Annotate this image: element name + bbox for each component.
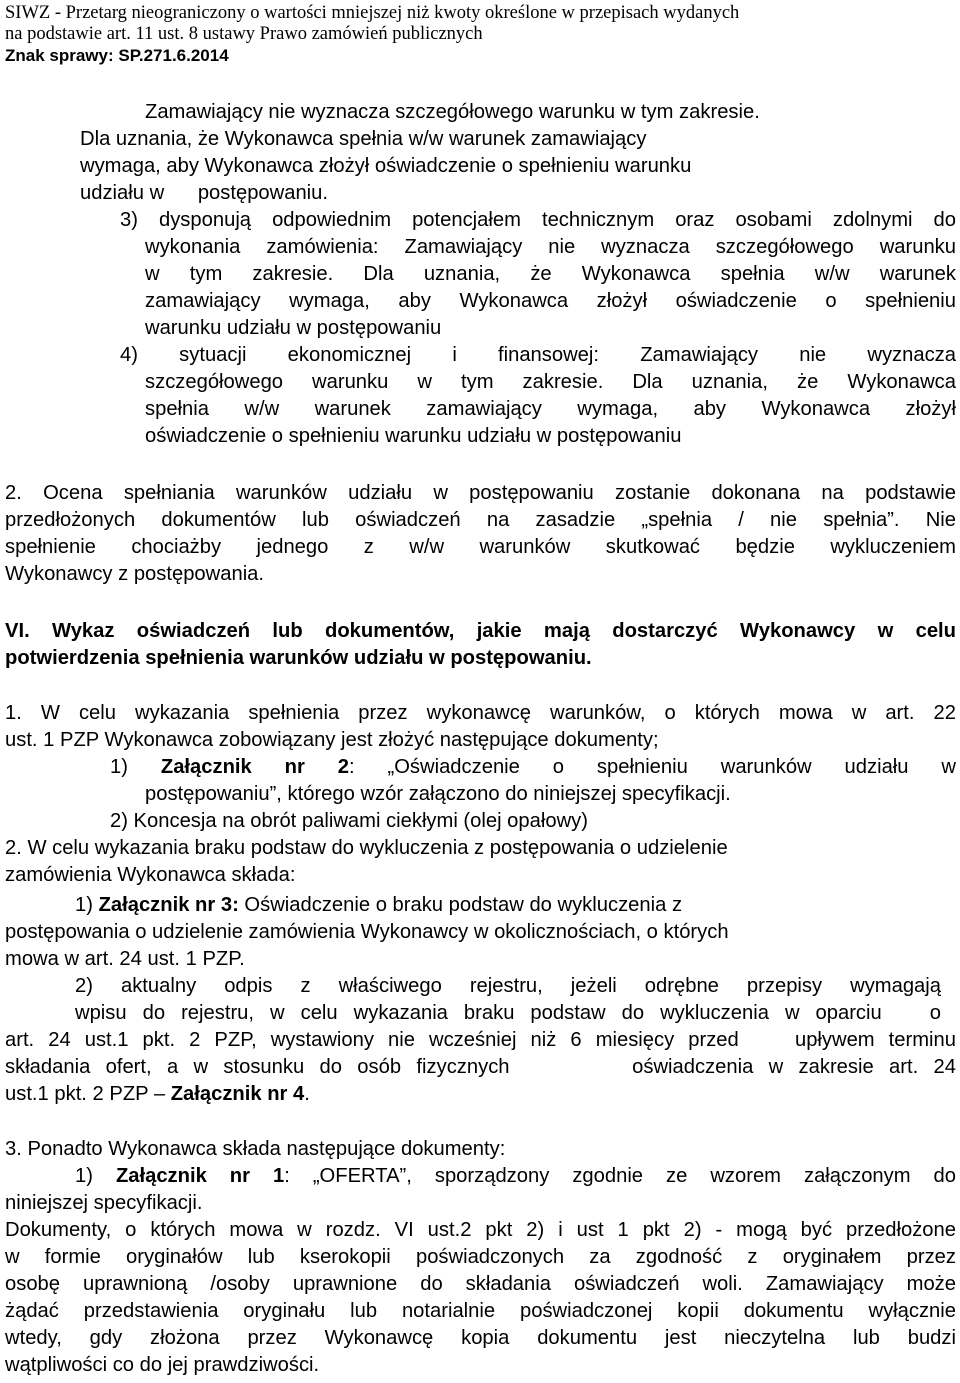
list-marker: 1) [75, 894, 99, 916]
case-reference: Znak sprawy: SP.271.6.2014 [5, 46, 229, 65]
text-line: ust. 1 PZP Wykonawca zobowiązany jest złożyć następujące dokumenty; [5, 729, 659, 751]
text-line: 2. W celu wykazania braku podstaw do wykluczenia z postępowania o udzielenie [5, 837, 728, 859]
text-line: wykonania zamówienia: Zamawiający nie wyznacza szczegółowego warunku [145, 236, 956, 258]
text-line: żądać przedstawienia oryginału lub notarialnie poświadczonej kopii dokumentu wyłącznie [5, 1300, 956, 1322]
list-item [75, 892, 682, 918]
text-line: Zamawiający nie wyznacza szczegółowego warunku w tym zakresie. [145, 101, 760, 123]
text-line: 3. Ponadto Wykonawca składa następujące dokumenty: [5, 1138, 506, 1160]
attachment-ref: Załącznik nr 4 [170, 1083, 305, 1105]
section-heading: potwierdzenia spełnienia warunków udziału w postępowaniu. [5, 647, 592, 669]
text-line: Dla uznania, że Wykonawca spełnia w/w warunek zamawiający [80, 128, 647, 150]
text-line: Wykonawcy z postępowania. [5, 563, 265, 585]
text-line: osobę uprawnioną /osoby uprawnione do składania oświadczeń woli. Zamawiający może [5, 1273, 956, 1295]
list-item [75, 1163, 956, 1189]
text-line: 1. W celu wykazania spełnienia przez wykonawcę warunków, o których mowa w art. 22 [5, 702, 956, 724]
text-fragment: . [304, 1083, 310, 1105]
text-line: art. 24 ust.1 pkt. 2 PZP, wystawiony nie wcześniej niż 6 miesięcy przed upływem terminu [5, 1029, 956, 1051]
text-line: 3) dysponują odpowiednim potencjałem technicznym oraz osobami zdolnymi do [120, 209, 956, 231]
list-item: 2) aktualny odpis z właściwego rejestru, jeżeli odrębne przepisy wymagają [75, 975, 941, 997]
text-line [5, 1081, 310, 1107]
text-fragment: ust.1 pkt. 2 PZP – [5, 1083, 171, 1105]
text-fragment: : „OFERTA”, sporządzony zgodnie ze wzorem załączonym do [284, 1165, 957, 1187]
text-line: przedłożonych dokumentów lub oświadczeń na zasadzie „spełnia / nie spełnia”. Nie [5, 509, 956, 531]
text-line: 2. Ocena spełniania warunków udziału w postępowaniu zostanie dokonana na podstawie [5, 482, 956, 504]
text-line: zamawiający wymaga, aby Wykonawca złożył oświadczenie o spełnieniu [145, 290, 956, 312]
text-fragment: Oświadczenie o braku podstaw do wykluczenia z [238, 894, 683, 916]
text-line: szczegółowego warunku w tym zakresie. Dla uznania, że Wykonawca [145, 371, 956, 393]
list-marker: 1) [110, 756, 161, 778]
text-line: postępowaniu”, którego wzór załączono do niniejszej specyfikacji. [145, 783, 731, 805]
text-line: oświadczenie o spełnieniu warunku udziału w postępowaniu [145, 425, 682, 447]
header-title-line-1: SIWZ - Przetarg nieograniczony o wartości mniejszej niż kwoty określone w przepisach wydanych [5, 3, 740, 23]
text-line: spełnia w/w warunek zamawiający wymaga, aby Wykonawca złożył [145, 398, 956, 420]
text-line: Dokumenty, o których mowa w rozdz. VI ust.2 pkt 2) i ust 1 pkt 2) - mogą być przedłożone [5, 1219, 956, 1241]
text-line: zamówienia Wykonawca składa: [5, 864, 296, 886]
text-line: w formie oryginałów lub kserokopii poświadczonych za zgodność z oryginałem przez [5, 1246, 956, 1268]
text-line: wymaga, aby Wykonawca złożył oświadczenie o spełnieniu warunku [80, 155, 692, 177]
text-line: w tym zakresie. Dla uznania, że Wykonawca spełnia w/w warunek [145, 263, 956, 285]
text-line: 4) sytuacji ekonomicznej i finansowej: Zamawiający nie wyznacza [120, 344, 956, 366]
attachment-ref: Załącznik nr 2 [160, 756, 349, 778]
text-line: postępowania o udzielenie zamówienia Wykonawcy w okolicznościach, o których [5, 921, 729, 943]
text-fragment: : „Oświadczenie o spełnieniu warunków udziału w [348, 756, 957, 778]
text-line: niniejszej specyfikacji. [5, 1192, 203, 1214]
text-line: wtedy, gdy złożona przez Wykonawcę kopia dokumentu jest nieczytelna lub budzi [5, 1327, 956, 1349]
text-line: składania ofert, a w stosunku do osób fizycznych oświadczenia w zakresie art. 24 [5, 1056, 956, 1078]
section-heading: VI. Wykaz oświadczeń lub dokumentów, jakie mają dostarczyć Wykonawcy w celu [5, 620, 956, 642]
list-item: 2) Koncesja na obrót paliwami ciekłymi (olej opałowy) [110, 810, 588, 832]
list-marker: 1) [75, 1165, 116, 1187]
text-line: udziału w postępowaniu. [80, 182, 329, 204]
text-line: wpisu do rejestru, w celu wykazania braku podstaw do wykluczenia w oparciu o [75, 1002, 941, 1024]
text-line: wątpliwości co do jej prawdziwości. [5, 1354, 320, 1376]
header-title-line-2: na podstawie art. 11 ust. 8 ustawy Prawo zamówień publicznych [5, 24, 483, 44]
attachment-ref: Załącznik nr 1 [115, 1165, 285, 1187]
text-line: spełnienie chociażby jednego z w/w warunków skutkować będzie wykluczeniem [5, 536, 956, 558]
attachment-ref: Załącznik nr 3: [98, 894, 239, 916]
text-line: warunku udziału w postępowaniu [145, 317, 442, 339]
text-line: mowa w art. 24 ust. 1 PZP. [5, 948, 245, 970]
list-item [110, 754, 956, 780]
